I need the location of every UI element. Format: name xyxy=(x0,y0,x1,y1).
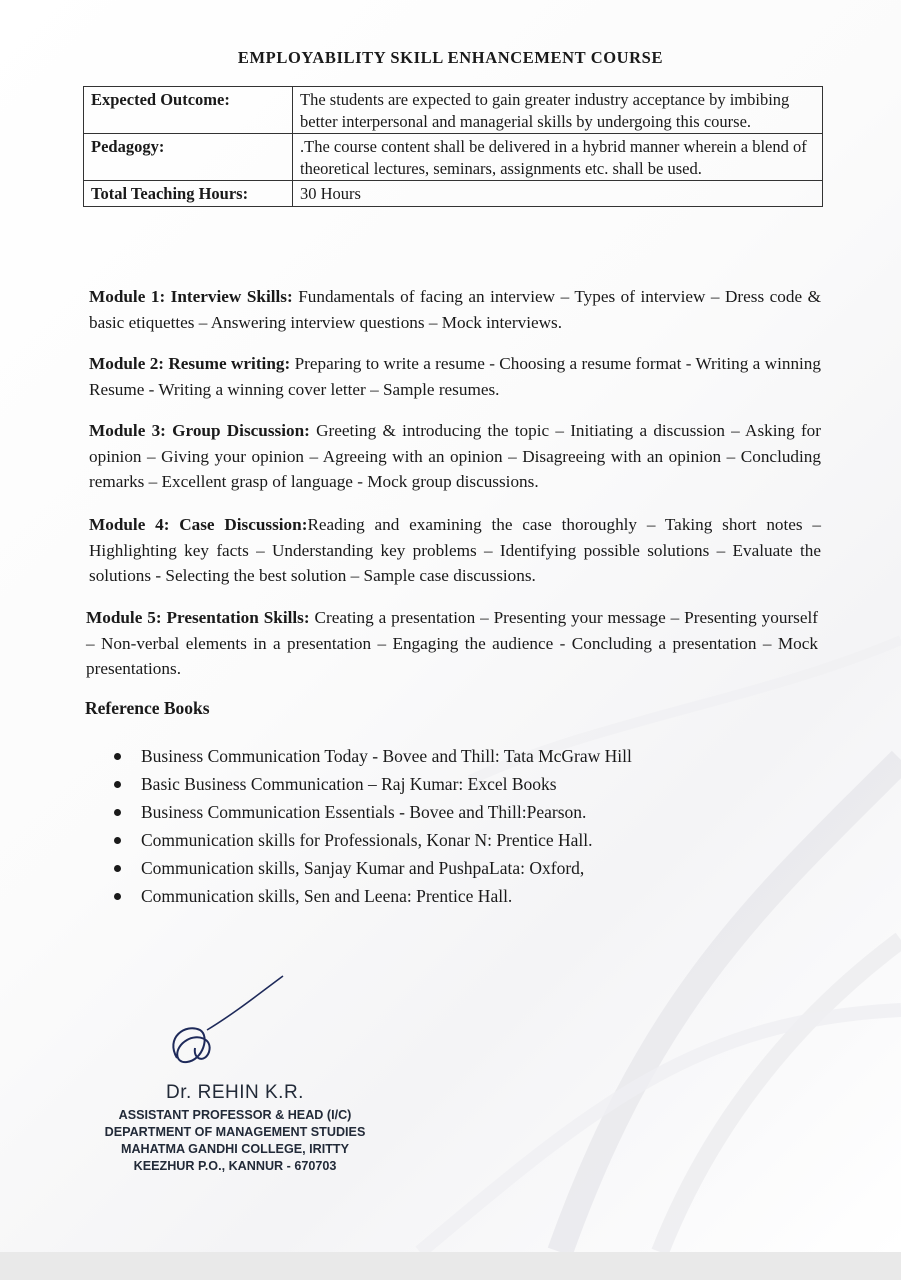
stamp-line: KEEZHUR P.O., KANNUR - 670703 xyxy=(133,1159,337,1173)
list-item xyxy=(110,770,632,798)
reference-text: Communication skills for Professionals, Konar N: Prentice Hall. xyxy=(141,830,593,850)
table-row xyxy=(84,87,823,134)
module-heading: Module 2: Resume writing: xyxy=(89,354,291,373)
table-row xyxy=(84,134,823,181)
stamp-name: Dr. REHIN K.R. xyxy=(166,1082,304,1103)
list-item xyxy=(110,882,632,910)
bullet-icon xyxy=(114,865,121,872)
module-2 xyxy=(89,351,821,402)
table-value: .The course content shall be delivered in a hybrid manner wherein a blend of theoretical lectures, seminars, assignments etc. shall be used. xyxy=(293,134,823,181)
table-label: Total Teaching Hours: xyxy=(84,181,293,207)
reference-text: Communication skills, Sanjay Kumar and PushpaLata: Oxford, xyxy=(141,858,585,878)
module-5 xyxy=(86,605,818,682)
table-value: 30 Hours xyxy=(293,181,823,207)
module-heading: Module 4: Case Discussion: xyxy=(89,515,308,534)
module-text: Creating a presentation – Presenting your message – Presenting yourself – Non-verbal elements in a presentation – Engaging the audience - Concluding a presentation – Mock presentations. xyxy=(86,608,818,678)
page-title: EMPLOYABILITY SKILL ENHANCEMENT COURSE xyxy=(237,48,664,67)
table-label: Pedagogy: xyxy=(84,134,293,181)
reference-list xyxy=(110,742,632,910)
bullet-icon xyxy=(114,893,121,900)
stamp-line: MAHATMA GANDHI COLLEGE, IRITTY xyxy=(120,1142,350,1156)
module-text: Preparing to write a resume - Choosing a resume format - Writing a winning Resume - Writing a winning cover letter – Sample resumes. xyxy=(89,354,821,399)
reference-text: Communication skills, Sen and Leena: Prentice Hall. xyxy=(141,886,513,906)
official-stamp xyxy=(60,1082,410,1175)
module-heading: Module 5: Presentation Skills: xyxy=(86,608,310,627)
bullet-icon xyxy=(114,781,121,788)
table-value: The students are expected to gain greater industry acceptance by imbibing better interpersonal and managerial skills by undergoing this course. xyxy=(293,87,823,134)
module-text: Greeting & introducing the topic – Initiating a discussion – Asking for opinion – Giving your opinion – Agreeing with an opinion – Disagreeing with an opinion – Concluding remarks – Excellent grasp of language - Mock group discussions. xyxy=(89,421,821,491)
bullet-icon xyxy=(114,753,121,760)
list-item xyxy=(110,742,632,770)
table-label: Expected Outcome: xyxy=(84,87,293,134)
list-item xyxy=(110,798,632,826)
module-4 xyxy=(89,512,821,589)
module-3 xyxy=(89,418,821,495)
module-heading: Module 1: Interview Skills: xyxy=(89,287,293,306)
course-info-table xyxy=(83,86,823,207)
bullet-icon xyxy=(114,837,121,844)
stamp-line: ASSISTANT PROFESSOR & HEAD (I/C) xyxy=(118,1108,352,1122)
reference-text: Basic Business Communication – Raj Kumar: Excel Books xyxy=(141,774,557,794)
reference-text: Business Communication Essentials - Bovee and Thill:Pearson. xyxy=(141,802,587,822)
table-row xyxy=(84,181,823,207)
stamp-line: DEPARTMENT OF MANAGEMENT STUDIES xyxy=(104,1125,366,1139)
reference-text: Business Communication Today - Bovee and Thill: Tata McGraw Hill xyxy=(141,746,632,766)
list-item xyxy=(110,826,632,854)
handwritten-signature xyxy=(165,968,305,1078)
bullet-icon xyxy=(114,809,121,816)
module-1 xyxy=(89,284,821,335)
module-text: Reading and examining the case thoroughly – Taking short notes – Highlighting key facts – Understanding key problems – Identifying possible solutions – Evaluate the solutions - Selecting the best solution – Sample case discussions. xyxy=(89,515,821,585)
module-heading: Module 3: Group Discussion: xyxy=(89,421,310,440)
scan-border xyxy=(0,1252,901,1280)
module-text: Fundamentals of facing an interview – Types of interview – Dress code & basic etiquettes – Answering interview questions – Mock interviews. xyxy=(89,287,821,332)
references-heading: Reference Books xyxy=(85,698,210,718)
list-item xyxy=(110,854,632,882)
